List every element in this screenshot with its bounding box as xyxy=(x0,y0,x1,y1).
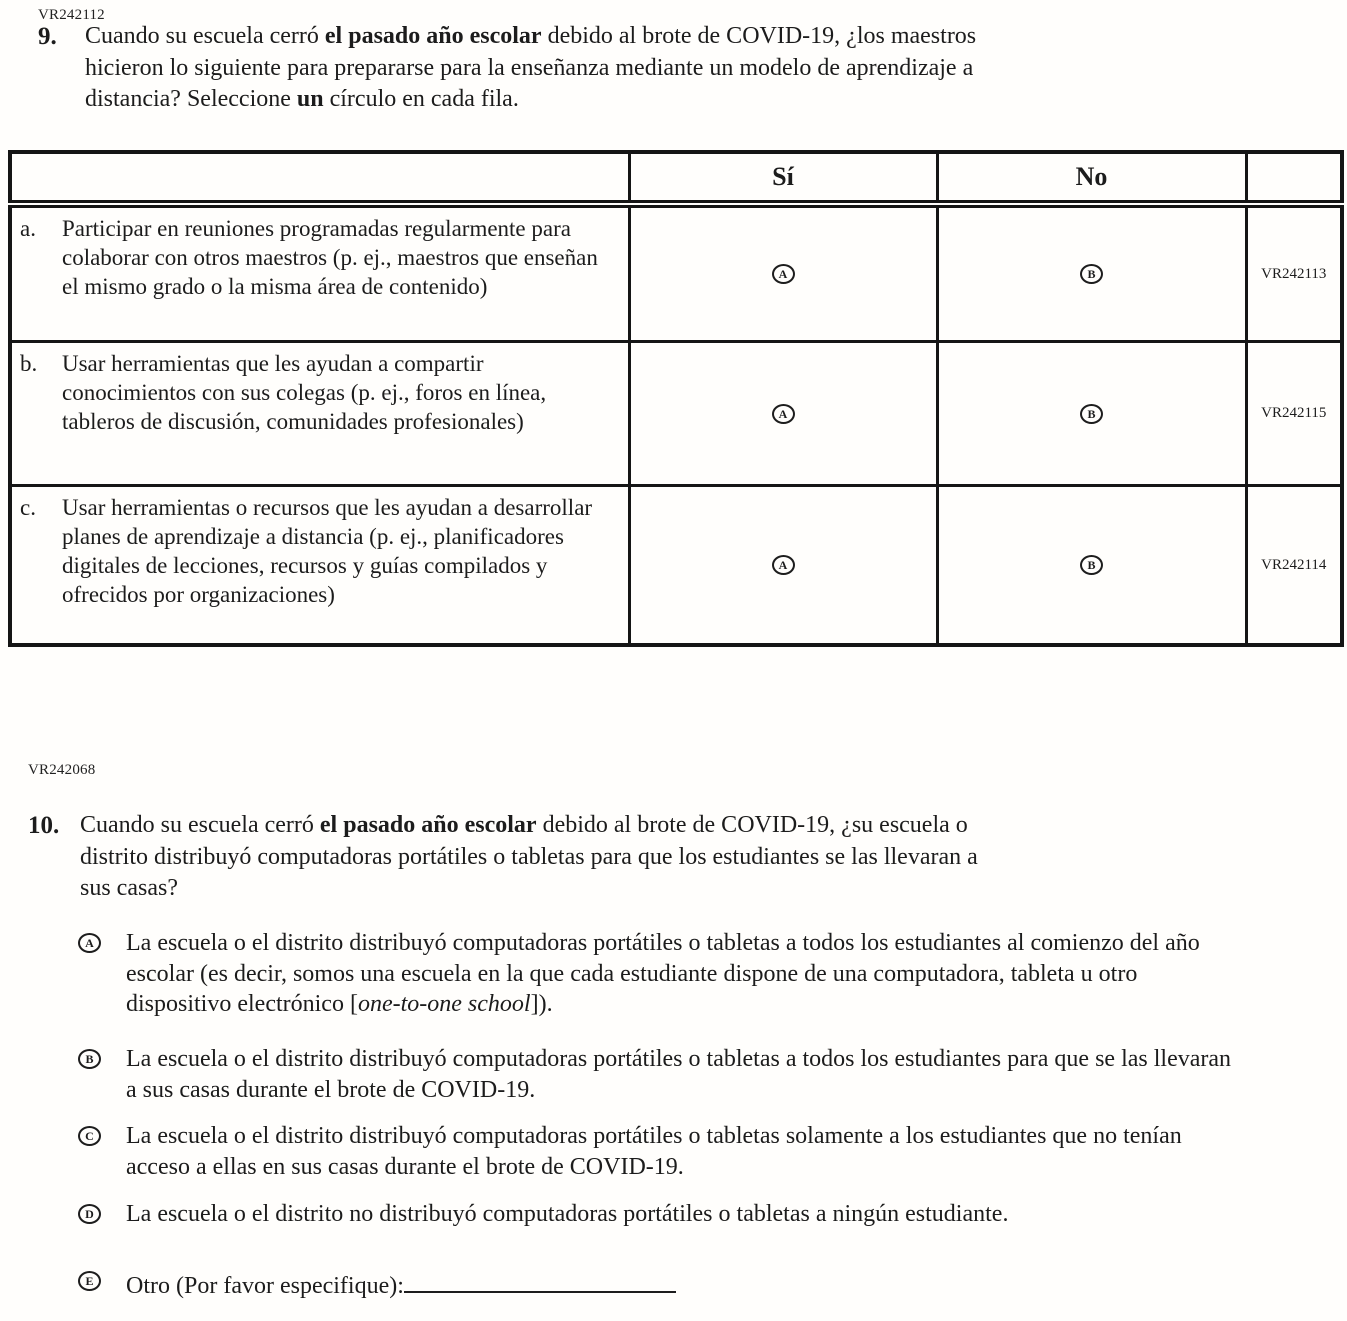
option-a-answer-circle[interactable]: A xyxy=(78,933,101,953)
row-b-si-answer-circle[interactable]: A xyxy=(772,404,795,424)
option-b-answer-circle[interactable]: B xyxy=(78,1049,101,1069)
option-a-text-part1: La escuela o el distrito distribuyó computadoras portátiles o tabletas a todos los estudiantes al comienzo del año escolar (es decir, somos una escuela en la que cada estudiante dispone de una computadora, tableta u otro dispositivo electrónico [ xyxy=(126,930,1200,1017)
row-a-label: a. xyxy=(20,216,36,241)
table-header-empty xyxy=(10,152,629,204)
option-d-text: La escuela o el distrito no distribuyó computadoras portátiles o tabletas a ningún estudiante. xyxy=(126,1201,1009,1227)
row-a-si-answer-circle[interactable]: A xyxy=(772,264,795,284)
row-a-description-cell xyxy=(10,204,629,342)
question-10 xyxy=(28,810,1010,905)
question-9-text xyxy=(85,21,1020,116)
row-b-no-answer-circle[interactable]: B xyxy=(1080,404,1103,424)
option-d xyxy=(78,1199,1246,1230)
row-b-description-cell xyxy=(10,342,629,486)
option-e xyxy=(78,1266,1246,1302)
q10-text-part1: Cuando su escuela cerró xyxy=(80,812,320,838)
table-header-code-empty xyxy=(1246,152,1342,204)
option-a-text-italic: one-to-one school xyxy=(357,991,531,1017)
row-b-si-cell xyxy=(629,342,937,486)
row-c-text: Usar herramientas o recursos que les ayudan a desarrollar planes de aprendizaje a distancia (p. ej., planificadores digitales de lecciones, recursos y guías compilados y ofrecidos por organizaciones) xyxy=(62,495,593,607)
table-row-a xyxy=(10,204,1342,342)
row-c-no-answer-circle[interactable]: B xyxy=(1080,555,1103,575)
option-b-text: La escuela o el distrito distribuyó computadoras portátiles o tabletas a todos los estudiantes para que se las llevaran a sus casas durante el brote de COVID-19. xyxy=(126,1046,1232,1103)
question-9-number: 9. xyxy=(38,23,57,50)
row-a-item-code: VR242113 xyxy=(1246,204,1342,342)
option-d-answer-circle[interactable]: D xyxy=(78,1204,101,1224)
option-a-text-part2: ]). xyxy=(530,991,553,1017)
option-c-answer-circle[interactable]: C xyxy=(78,1126,101,1146)
table-header-no: No xyxy=(937,152,1246,204)
option-e-text xyxy=(126,1266,1246,1302)
q10-text-part2: debido al brote de COVID-19, ¿su escuela o distrito distribuyó computadoras portátiles o tabletas para que los estudiantes se las llevaran a sus casas? xyxy=(80,812,978,901)
option-b xyxy=(78,1044,1246,1105)
row-a-si-cell xyxy=(629,204,937,342)
table-header-row xyxy=(10,152,1342,204)
q9-text-bold2: un xyxy=(296,86,324,112)
row-a-text: Participar en reuniones programadas regularmente para colaborar con otros maestros (p. ej., maestros que enseñan el mismo grado o la misma área de contenido) xyxy=(62,216,598,299)
row-a-no-answer-circle[interactable]: B xyxy=(1080,264,1103,284)
row-b-no-cell xyxy=(937,342,1246,486)
row-c-label: c. xyxy=(20,495,36,520)
row-b-label: b. xyxy=(20,351,38,376)
option-c xyxy=(78,1121,1246,1182)
option-c-text: La escuela o el distrito distribuyó computadoras portátiles o tabletas solamente a los estudiantes que no tenían acceso a ellas en sus casas durante el brote de COVID-19. xyxy=(126,1123,1182,1180)
q10-text-bold1: el pasado año escolar xyxy=(319,812,537,838)
q9-response-table xyxy=(8,150,1344,647)
row-c-si-answer-circle[interactable]: A xyxy=(772,555,795,575)
row-a-no-cell xyxy=(937,204,1246,342)
question-9 xyxy=(38,21,1020,116)
option-a xyxy=(78,928,1246,1020)
row-c-si-cell xyxy=(629,486,937,646)
q9-text-part2: debido al brote de COVID-19, ¿los maestros hicieron lo siguiente para prepararse para la enseñanza mediante un modelo de aprendizaje a distancia? Seleccione xyxy=(85,23,977,112)
question-10-text xyxy=(80,810,1010,905)
row-b-text: Usar herramientas que les ayudan a compartir conocimientos con sus colegas (p. ej., foros en línea, tableros de discusión, comunidades profesionales) xyxy=(62,351,547,434)
row-b-item-code: VR242115 xyxy=(1246,342,1342,486)
table-row-c xyxy=(10,486,1342,646)
option-a-text xyxy=(126,928,1246,1020)
q9-text-bold1: el pasado año escolar xyxy=(324,23,542,49)
q9-text-part3: círculo en cada fila. xyxy=(323,86,519,112)
q9-text-part1: Cuando su escuela cerró xyxy=(85,23,325,49)
row-c-no-cell xyxy=(937,486,1246,646)
question10-form-code: VR242068 xyxy=(28,762,96,778)
table-header-si: Sí xyxy=(629,152,937,204)
row-c-description-cell xyxy=(10,486,629,646)
row-c-item-code: VR242114 xyxy=(1246,486,1342,646)
option-e-answer-circle[interactable]: E xyxy=(78,1271,101,1291)
specify-blank-line[interactable] xyxy=(404,1266,676,1293)
question-10-number: 10. xyxy=(28,812,60,839)
option-e-label: Otro (Por favor especifique): xyxy=(126,1273,404,1299)
table-row-b xyxy=(10,342,1342,486)
question9-form-code: VR242112 xyxy=(38,7,105,23)
